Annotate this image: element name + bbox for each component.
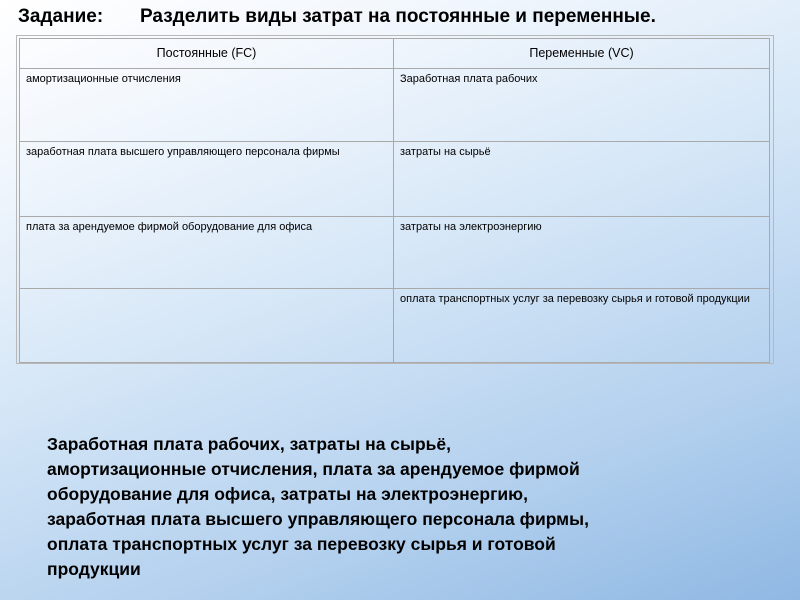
table-row — [20, 217, 770, 289]
cell-variable: затраты на сырьё — [394, 142, 770, 217]
table-header-row — [20, 39, 770, 69]
cell-fixed: амортизационные отчисления — [20, 69, 394, 142]
table-row — [20, 142, 770, 217]
cell-fixed: плата за арендуемое фирмой оборудование для офиса — [20, 217, 394, 289]
cost-table — [19, 38, 770, 363]
task-label: Задание: — [18, 6, 104, 27]
table-row — [20, 289, 770, 363]
cost-items-list: Заработная плата рабочих, затраты на сырьё, амортизационные отчисления, плата за арендуемое фирмой оборудование для офиса, затраты на электроэнергию, заработная плата высшего управляющего персонала фирмы, оплата транспортных услуг за перевозку сырья и готовой продукции — [47, 434, 589, 579]
cell-variable: затраты на электроэнергию — [394, 217, 770, 289]
header-variable-costs: Переменные (VC) — [394, 39, 770, 69]
task-title — [18, 6, 788, 28]
task-text: Разделить виды затрат на постоянные и переменные. — [140, 6, 656, 27]
cell-fixed: заработная плата высшего управляющего персонала фирмы — [20, 142, 394, 217]
table-row — [20, 69, 770, 142]
cell-fixed — [20, 289, 394, 363]
cell-variable: оплата транспортных услуг за перевозку сырья и готовой продукции — [394, 289, 770, 363]
cell-variable: Заработная плата рабочих — [394, 69, 770, 142]
header-fixed-costs: Постоянные (FC) — [20, 39, 394, 69]
